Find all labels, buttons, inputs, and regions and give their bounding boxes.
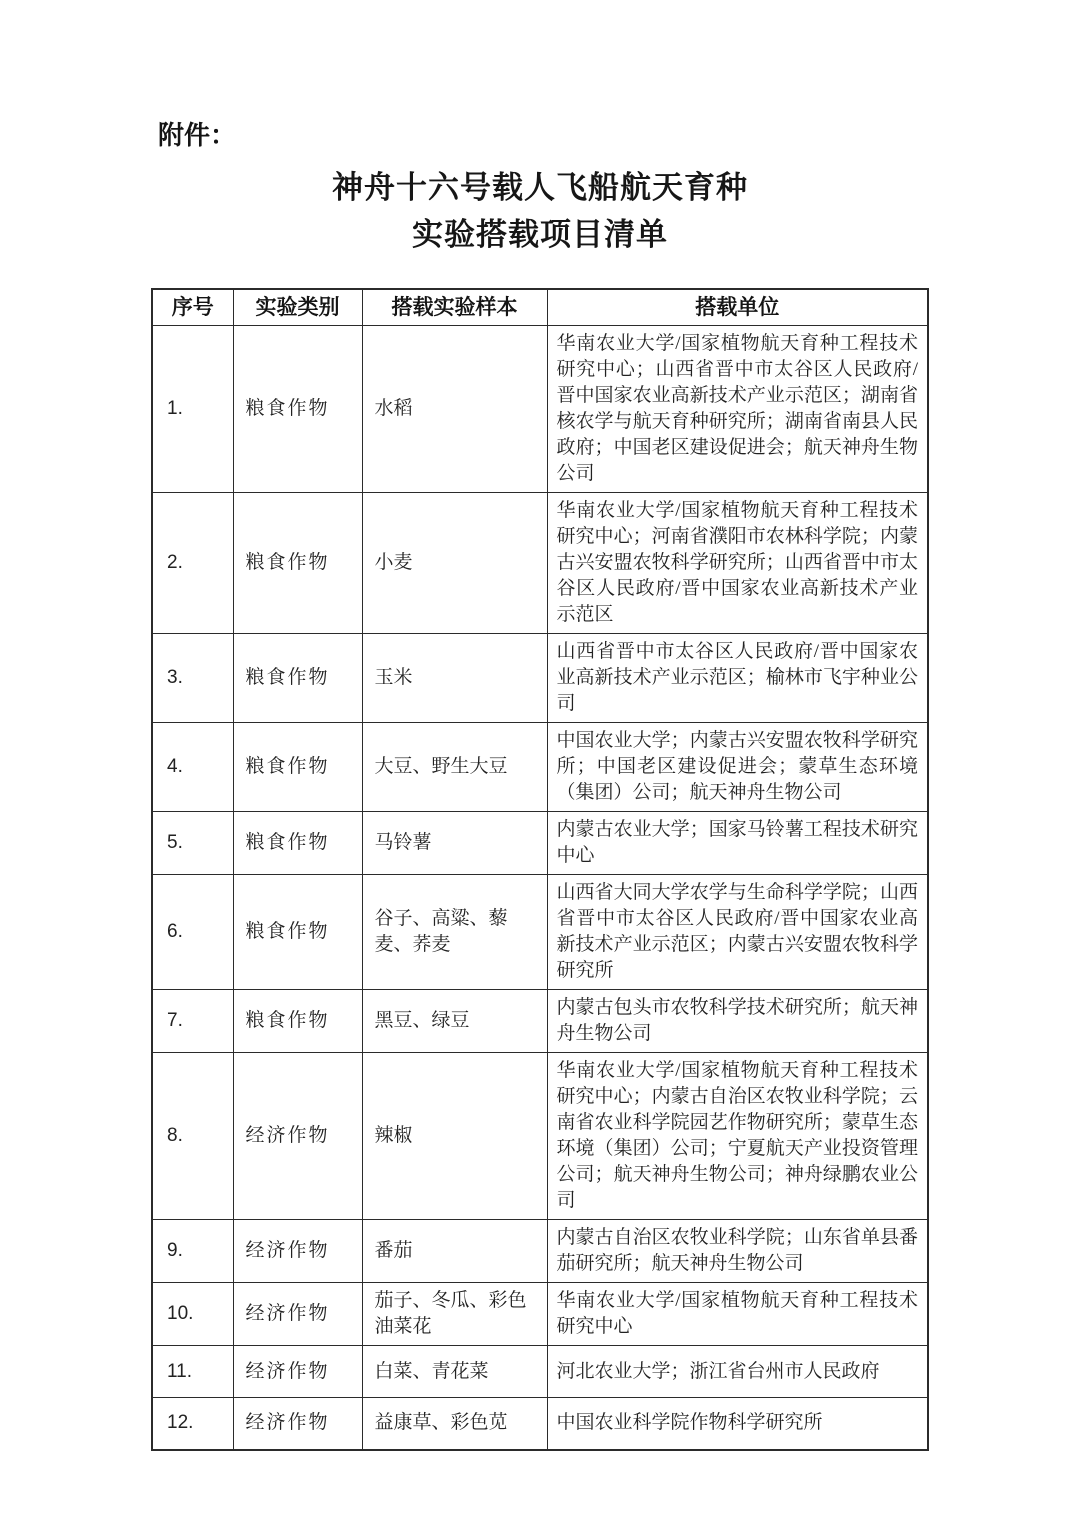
row-index: 8. xyxy=(152,1053,233,1220)
carrying-units: 中国农业科学院作物科学研究所 xyxy=(547,1398,928,1450)
row-index: 2. xyxy=(152,493,233,634)
experiment-category: 经济作物 xyxy=(233,1220,362,1283)
experiment-sample: 谷子、高粱、藜麦、荞麦 xyxy=(362,875,547,990)
table-row xyxy=(152,723,928,812)
carrying-units: 内蒙古农业大学；国家马铃薯工程技术研究中心 xyxy=(547,812,928,875)
payload-table xyxy=(151,288,929,1451)
experiment-sample: 辣椒 xyxy=(362,1053,547,1220)
experiment-category: 粮食作物 xyxy=(233,875,362,990)
table-row xyxy=(152,1220,928,1283)
row-index: 4. xyxy=(152,723,233,812)
table-row xyxy=(152,326,928,493)
col-header-sample: 搭载实验样本 xyxy=(362,289,547,326)
attachment-label: 附件： xyxy=(158,120,237,150)
experiment-sample: 白菜、青花菜 xyxy=(362,1346,547,1398)
experiment-sample: 益康草、彩色苋 xyxy=(362,1398,547,1450)
table-row xyxy=(152,990,928,1053)
carrying-units: 河北农业大学；浙江省台州市人民政府 xyxy=(547,1346,928,1398)
document-title-line2: 实验搭载项目清单 xyxy=(412,217,668,252)
table-row xyxy=(152,1053,928,1220)
experiment-category: 粮食作物 xyxy=(233,990,362,1053)
experiment-sample: 马铃薯 xyxy=(362,812,547,875)
document-title xyxy=(0,164,1080,258)
row-index: 9. xyxy=(152,1220,233,1283)
experiment-sample: 玉米 xyxy=(362,634,547,723)
experiment-category: 粮食作物 xyxy=(233,723,362,812)
carrying-units: 山西省晋中市太谷区人民政府/晋中国家农业高新技术产业示范区；榆林市飞宇种业公司 xyxy=(547,634,928,723)
experiment-category: 经济作物 xyxy=(233,1283,362,1346)
table-row xyxy=(152,1346,928,1398)
table-row xyxy=(152,1283,928,1346)
experiment-sample: 番茄 xyxy=(362,1220,547,1283)
experiment-category: 粮食作物 xyxy=(233,812,362,875)
experiment-category: 经济作物 xyxy=(233,1346,362,1398)
experiment-sample: 小麦 xyxy=(362,493,547,634)
col-header-index: 序号 xyxy=(152,289,233,326)
carrying-units: 内蒙古包头市农牧科学技术研究所；航天神舟生物公司 xyxy=(547,990,928,1053)
carrying-units: 华南农业大学/国家植物航天育种工程技术研究中心 xyxy=(547,1283,928,1346)
experiment-sample: 水稻 xyxy=(362,326,547,493)
experiment-category: 经济作物 xyxy=(233,1398,362,1450)
row-index: 5. xyxy=(152,812,233,875)
carrying-units: 内蒙古自治区农牧业科学院；山东省单县番茄研究所；航天神舟生物公司 xyxy=(547,1220,928,1283)
row-index: 3. xyxy=(152,634,233,723)
carrying-units: 华南农业大学/国家植物航天育种工程技术研究中心；山西省晋中市太谷区人民政府/晋中国家农业高新技术产业示范区；湖南省核农学与航天育种研究所；湖南省南县人民政府；中国老区建设促进会；航天神舟生物公司 xyxy=(547,326,928,493)
table-header-row xyxy=(152,289,928,326)
document-title-line1: 神舟十六号载人飞船航天育种 xyxy=(332,170,748,205)
carrying-units: 山西省大同大学农学与生命科学学院；山西省晋中市太谷区人民政府/晋中国家农业高新技术产业示范区；内蒙古兴安盟农牧科学研究所 xyxy=(547,875,928,990)
carrying-units: 华南农业大学/国家植物航天育种工程技术研究中心；内蒙古自治区农牧业科学院；云南省农业科学院园艺作物研究所；蒙草生态环境（集团）公司；宁夏航天产业投资管理公司；航天神舟生物公司；神舟绿鹏农业公司 xyxy=(547,1053,928,1220)
experiment-category: 粮食作物 xyxy=(233,634,362,723)
row-index: 12. xyxy=(152,1398,233,1450)
experiment-sample: 茄子、冬瓜、彩色油菜花 xyxy=(362,1283,547,1346)
table-row xyxy=(152,812,928,875)
row-index: 6. xyxy=(152,875,233,990)
row-index: 11. xyxy=(152,1346,233,1398)
table-row xyxy=(152,493,928,634)
experiment-sample: 大豆、野生大豆 xyxy=(362,723,547,812)
table-row xyxy=(152,875,928,990)
row-index: 10. xyxy=(152,1283,233,1346)
carrying-units: 中国农业大学；内蒙古兴安盟农牧科学研究所；中国老区建设促进会；蒙草生态环境（集团）公司；航天神舟生物公司 xyxy=(547,723,928,812)
row-index: 1. xyxy=(152,326,233,493)
experiment-category: 粮食作物 xyxy=(233,326,362,493)
row-index: 7. xyxy=(152,990,233,1053)
experiment-category: 粮食作物 xyxy=(233,493,362,634)
carrying-units: 华南农业大学/国家植物航天育种工程技术研究中心；河南省濮阳市农林科学院；内蒙古兴安盟农牧科学研究所；山西省晋中市太谷区人民政府/晋中国家农业高新技术产业示范区 xyxy=(547,493,928,634)
table-row xyxy=(152,1398,928,1450)
experiment-sample: 黑豆、绿豆 xyxy=(362,990,547,1053)
table-row xyxy=(152,634,928,723)
experiment-category: 经济作物 xyxy=(233,1053,362,1220)
col-header-units: 搭载单位 xyxy=(547,289,928,326)
col-header-category: 实验类别 xyxy=(233,289,362,326)
